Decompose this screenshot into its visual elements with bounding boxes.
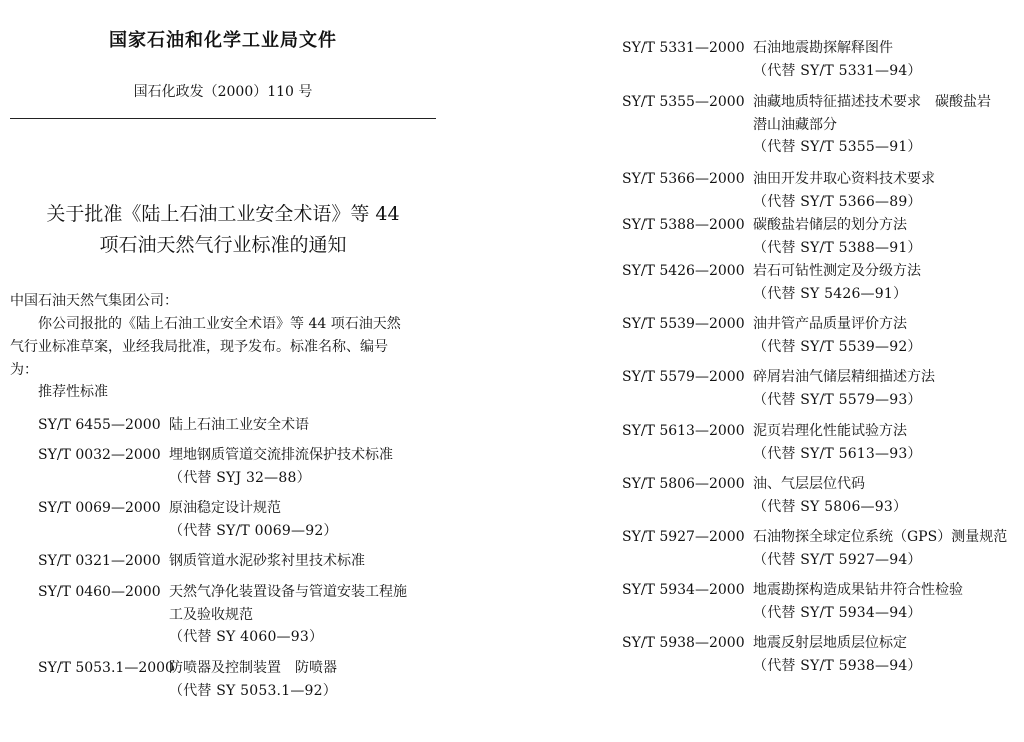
- standard-title-line: 天然气净化装置设备与管道安装工程施: [169, 584, 407, 600]
- standard-title-line: 陆上石油工业安全术语: [169, 417, 309, 433]
- standard-code: SY/T 0460—2000: [38, 584, 161, 600]
- addressee: 中国石油天然气集团公司：: [10, 293, 178, 309]
- standard-description: [753, 420, 922, 465]
- standard-code: SY/T 5938—2000: [622, 635, 745, 651]
- replaces-note: （代替 SY 4060—93）: [169, 629, 324, 645]
- standard-description: [753, 168, 935, 213]
- standard-code: SY/T 5388—2000: [622, 217, 745, 233]
- standard-code: SY/T 0069—2000: [38, 500, 161, 516]
- standard-title-line: 石油物探全球定位系统（GPS）测量规范: [753, 529, 1008, 545]
- notice-title-line-2: 项石油天然气行业标准的通知: [99, 234, 347, 256]
- standard-title-line: 岩石可钻性测定及分级方法: [753, 263, 921, 279]
- standard-description: [169, 497, 338, 542]
- replaces-note: （代替 SY/T 0069—92）: [169, 522, 338, 539]
- standard-code: SY/T 6455—2000: [38, 417, 161, 433]
- replaces-note: （代替 SY/T 5366—89）: [753, 193, 922, 210]
- standard-title-line: 埋地钢质管道交流排流保护技术标准: [169, 447, 393, 463]
- standard-code: SY/T 0032—2000: [38, 447, 161, 463]
- standard-description: [169, 550, 365, 573]
- standard-code: SY/T 5355—2000: [622, 94, 745, 110]
- standard-description: [753, 37, 922, 82]
- standard-title-line: 泥页岩理化性能试验方法: [753, 423, 907, 439]
- standard-title-line: 潜山油藏部分: [753, 116, 837, 133]
- replaces-note: （代替 SY/T 5927—94）: [753, 551, 922, 568]
- standard-title-line: 油、气层层位代码: [753, 476, 865, 492]
- header-rule: [10, 118, 436, 119]
- replaces-note: （代替 SY 5806—93）: [753, 498, 908, 515]
- notice-body: [10, 313, 436, 382]
- standard-code: SY/T 0321—2000: [38, 553, 161, 569]
- standard-title-line: 钢质管道水泥砂浆衬里技术标准: [169, 553, 365, 569]
- standard-description: [753, 214, 922, 259]
- document-number: 国石化政发（2000）110 号: [133, 84, 313, 100]
- replaces-note: （代替 SY/T 5934—94）: [753, 604, 922, 621]
- agency-title: 国家石油和化学工业局文件: [109, 30, 337, 51]
- standard-title-line: 油藏地质特征描述技术要求 碳酸盐岩: [753, 94, 991, 110]
- standard-title-line: 油井管产品质量评价方法: [753, 316, 907, 332]
- replaces-note: （代替 SYJ 32—88）: [169, 469, 311, 486]
- standard-code: SY/T 5426—2000: [622, 263, 745, 279]
- standard-description: [753, 579, 963, 624]
- standard-code: SY/T 5934—2000: [622, 582, 745, 598]
- replaces-note: （代替 SY/T 5613—93）: [753, 445, 922, 462]
- replaces-note: （代替 SY/T 5539—92）: [753, 338, 922, 355]
- standard-code: SY/T 5927—2000: [622, 529, 745, 545]
- standard-title-line: 原油稳定设计规范: [169, 500, 281, 516]
- replaces-note: （代替 SY/T 5579—93）: [753, 391, 922, 408]
- replaces-note: （代替 SY 5426—91）: [753, 285, 908, 302]
- standard-code: SY/T 5579—2000: [622, 369, 745, 385]
- replaces-note: （代替 SY 5053.1—92）: [169, 682, 337, 699]
- standard-description: [169, 444, 393, 489]
- body-line-3: 为：: [10, 362, 38, 378]
- standard-title-line: 防喷器及控制装置 防喷器: [169, 660, 337, 676]
- notice-title-line-1: 关于批准《陆上石油工业安全术语》等 44: [46, 203, 400, 225]
- standard-description: [753, 526, 1007, 571]
- section-label-recommended: 推荐性标准: [38, 384, 108, 400]
- notice-title: [10, 199, 436, 261]
- replaces-note: （代替 SY/T 5331—94）: [753, 62, 922, 79]
- standard-description: [169, 414, 309, 437]
- standard-code: SY/T 5366—2000: [622, 171, 745, 187]
- standard-title-line: 工及验收规范: [169, 606, 253, 623]
- body-line-2: 气行业标准草案，业经我局批准，现予发布。标准名称、编号: [10, 339, 388, 355]
- standard-code: SY/T 5053.1—2000: [38, 660, 174, 676]
- standard-code: SY/T 5539—2000: [622, 316, 745, 332]
- standard-description: [753, 632, 922, 677]
- standard-description: [753, 260, 921, 305]
- standard-code: SY/T 5331—2000: [622, 40, 745, 56]
- standard-code: SY/T 5613—2000: [622, 423, 745, 439]
- standard-description: [753, 366, 935, 411]
- standard-title-line: 地震勘探构造成果钻井符合性检验: [753, 582, 963, 598]
- standard-title-line: 碎屑岩油气储层精细描述方法: [753, 369, 935, 385]
- standard-description: [753, 313, 922, 358]
- body-line-1: 你公司报批的《陆上石油工业安全术语》等 44 项石油天然: [38, 316, 401, 332]
- replaces-note: （代替 SY/T 5355—91）: [753, 139, 922, 155]
- standard-description: [169, 657, 337, 702]
- standard-description: [753, 473, 907, 518]
- standard-title-line: 碳酸盐岩储层的划分方法: [753, 217, 907, 233]
- standard-title-line: 石油地震勘探解释图件: [753, 40, 893, 56]
- standard-description: [169, 581, 407, 649]
- replaces-note: （代替 SY/T 5938—94）: [753, 657, 922, 674]
- standard-code: SY/T 5806—2000: [622, 476, 745, 492]
- replaces-note: （代替 SY/T 5388—91）: [753, 239, 922, 256]
- standard-title-line: 地震反射层地质层位标定: [753, 635, 907, 651]
- standard-title-line: 油田开发井取心资料技术要求: [753, 171, 935, 187]
- standard-description: [753, 91, 991, 159]
